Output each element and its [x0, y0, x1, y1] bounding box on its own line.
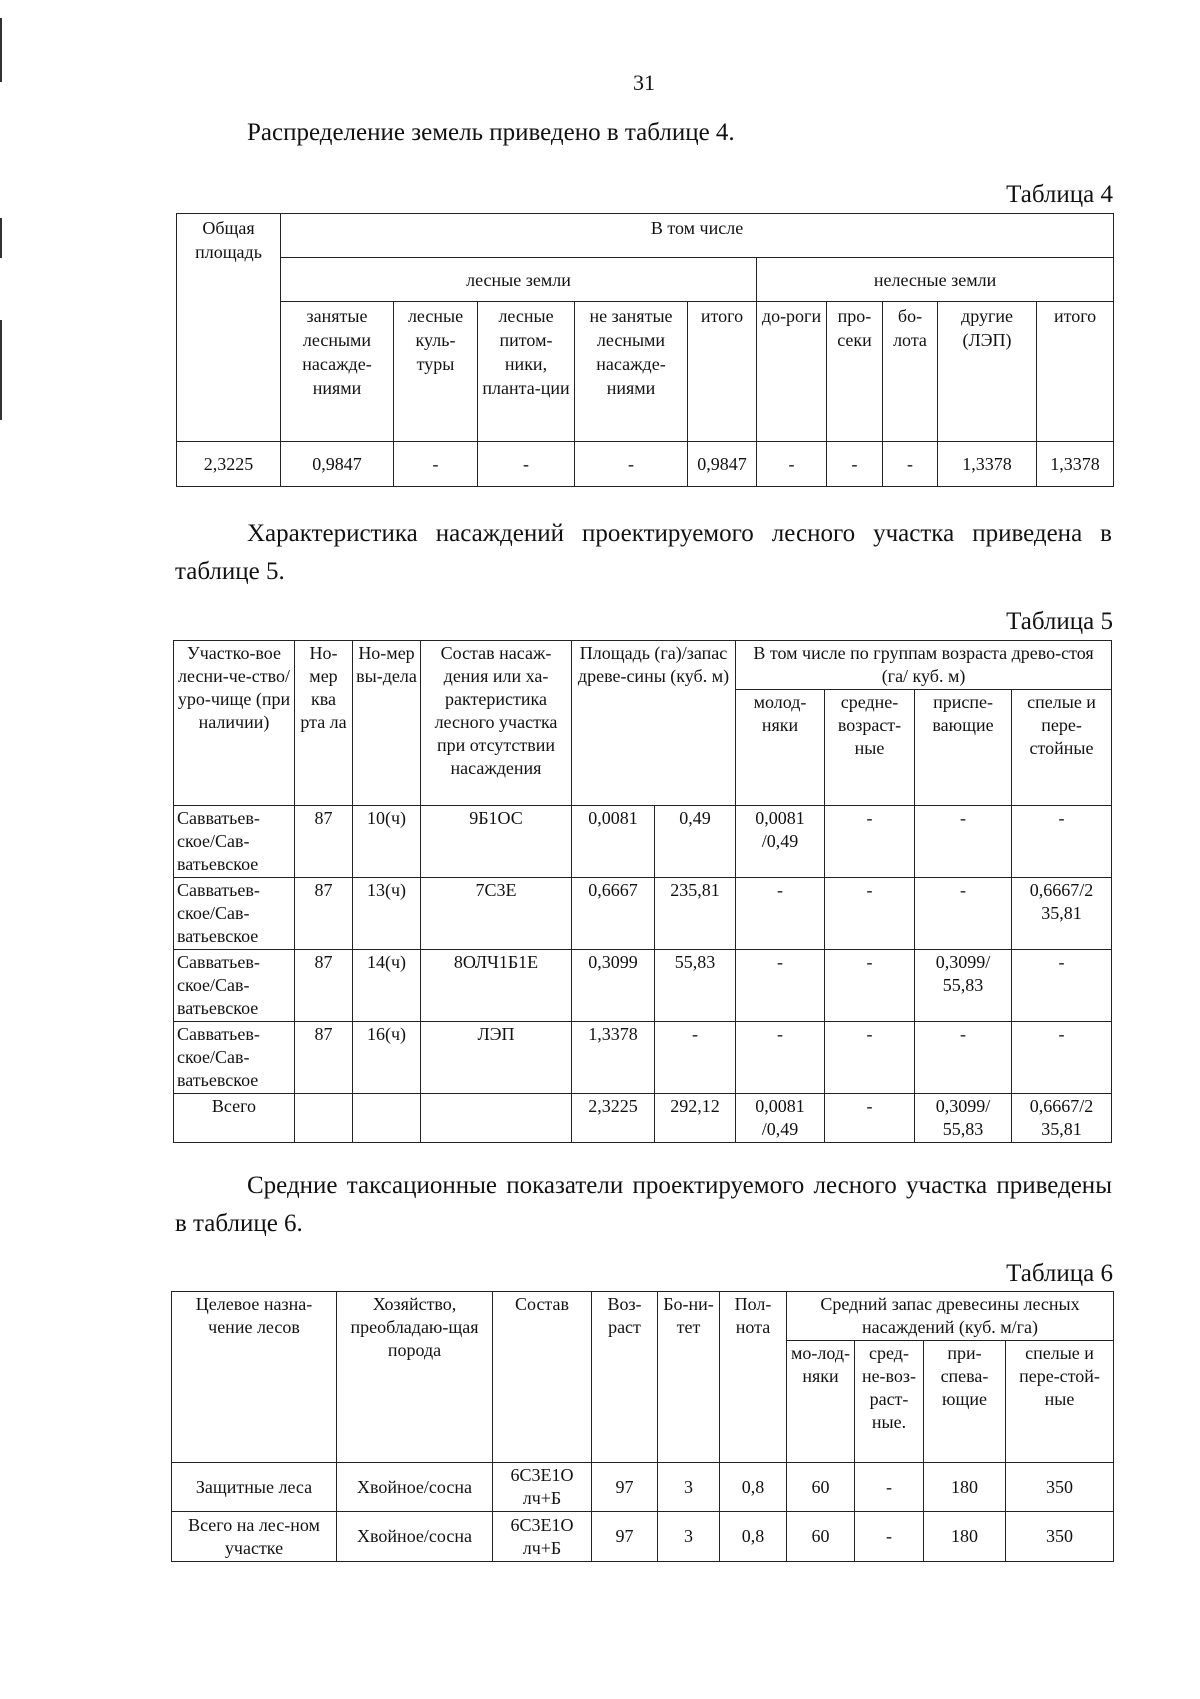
- t5-header-ripening: приспе-вающие: [915, 690, 1012, 806]
- t6-cell-economy: Хвойное/сосна: [337, 1512, 493, 1562]
- t5-cell-forestry: Савватьев-ское/Сав-ватьевское: [174, 950, 295, 1022]
- t6-cell-purpose: Всего на лес-ном участке: [172, 1512, 337, 1562]
- t5-header-quarter: Но-мер ква рта ла: [295, 641, 353, 806]
- t5-cell-area: 0,3099: [572, 950, 655, 1022]
- scan-edge-mark: [0, 218, 2, 258]
- t6-header-density: Пол-нота: [720, 1292, 787, 1463]
- t6-cell-mature: 350: [1006, 1512, 1114, 1562]
- t5-cell-forestry: Савватьев-ское/Сав-ватьевское: [174, 878, 295, 950]
- t4-cell: -: [757, 442, 827, 487]
- t5-total-middle: -: [825, 1094, 915, 1143]
- t5-cell-composition: 7С3Е: [421, 878, 572, 950]
- t6-header-purpose: Целевое назна-чение лесов: [172, 1292, 337, 1463]
- t4-cell: -: [478, 442, 575, 487]
- t4-cell: -: [827, 442, 883, 487]
- table-row: [174, 806, 1112, 878]
- t6-header-young: мо-лод-няки: [787, 1341, 855, 1463]
- t6-cell-economy: Хвойное/сосна: [337, 1463, 493, 1512]
- t5-header-area-stock: Площадь (га)/запас древе-сины (куб. м): [572, 641, 736, 806]
- intro-table-6: Средние таксационные показатели проектируемого лесного участка приведены в таблице 6.: [175, 1172, 1112, 1237]
- t6-cell-purpose: Защитные леса: [172, 1463, 337, 1512]
- t5-cell-empty: [295, 1094, 353, 1143]
- t5-cell-stock: -: [655, 1022, 736, 1094]
- t5-total-stock: 292,12: [655, 1094, 736, 1143]
- t4-cell: 1,3378: [1037, 442, 1114, 487]
- t5-cell-young: -: [736, 878, 825, 950]
- table-6: [171, 1291, 1114, 1562]
- t5-cell-ripening: 0,3099/ 55,83: [915, 950, 1012, 1022]
- t5-cell-plot: 14(ч): [353, 950, 421, 1022]
- t6-cell-middle: -: [855, 1463, 924, 1512]
- scan-edge-mark: [0, 320, 2, 420]
- t6-cell-bonitet: 3: [658, 1512, 720, 1562]
- t6-cell-bonitet: 3: [658, 1463, 720, 1512]
- t5-cell-composition: 8ОЛЧ1Б1Е: [421, 950, 572, 1022]
- t5-cell-young: -: [736, 950, 825, 1022]
- t4-cell: -: [883, 442, 938, 487]
- t5-cell-mature: -: [1012, 806, 1112, 878]
- t4-col-swamps: бо-лота: [883, 302, 938, 442]
- t5-cell-middle: -: [825, 1022, 915, 1094]
- t4-header-including: В том числе: [281, 214, 1114, 258]
- t4-col-forest-total: итого: [688, 302, 757, 442]
- t5-total-young: 0,0081 /0,49: [736, 1094, 825, 1143]
- t5-cell-plot: 13(ч): [353, 878, 421, 950]
- t5-cell-composition: ЛЭП: [421, 1022, 572, 1094]
- t5-cell-quarter: 87: [295, 806, 353, 878]
- t6-header-economy: Хозяйство, преобладаю-щая порода: [337, 1292, 493, 1463]
- t5-cell-empty: [421, 1094, 572, 1143]
- t4-col-clearings: про-секи: [827, 302, 883, 442]
- t5-cell-plot: 10(ч): [353, 806, 421, 878]
- t5-cell-mature: -: [1012, 950, 1112, 1022]
- t5-cell-empty: [353, 1094, 421, 1143]
- t6-header-age: Воз-раст: [592, 1292, 658, 1463]
- caption-table-4: Таблица 4: [1006, 181, 1113, 208]
- t5-cell-quarter: 87: [295, 878, 353, 950]
- t6-header-mature: спелые и пере-стой-ные: [1006, 1341, 1114, 1463]
- t5-cell-forestry: Савватьев-ское/Сав-ватьевское: [174, 806, 295, 878]
- t5-cell-mature: 0,6667/2 35,81: [1012, 878, 1112, 950]
- t5-total-label: Всего: [174, 1094, 295, 1143]
- intro-table-5: Характеристика насаждений проектируемого лесного участка приведена в таблице 5.: [175, 520, 1112, 585]
- table-row: [174, 950, 1112, 1022]
- t5-total-mature: 0,6667/2 35,81: [1012, 1094, 1112, 1143]
- t5-header-age-groups: В том числе по группам возраста древо-стоя (га/ куб. м): [736, 641, 1112, 690]
- t4-col-nonforest-total: итого: [1037, 302, 1114, 442]
- t5-cell-middle: -: [825, 950, 915, 1022]
- t5-cell-middle: -: [825, 806, 915, 878]
- t6-cell-young: 60: [787, 1512, 855, 1562]
- table-row: [174, 878, 1112, 950]
- t5-cell-quarter: 87: [295, 1022, 353, 1094]
- t5-cell-young: -: [736, 1022, 825, 1094]
- t6-header-middle-aged: сред-не-воз-раст-ные.: [855, 1341, 924, 1463]
- page-number: 31: [633, 70, 655, 95]
- t6-cell-middle: -: [855, 1512, 924, 1562]
- t4-col-occupied: занятые лесными насажде-ниями: [281, 302, 394, 442]
- t6-cell-density: 0,8: [720, 1463, 787, 1512]
- t4-header-nonforest-lands: нелесные земли: [757, 258, 1114, 302]
- t5-cell-plot: 16(ч): [353, 1022, 421, 1094]
- t5-header-composition: Состав насаж-дения или ха-рактеристика лесного участка при отсутствии насаждения: [421, 641, 572, 806]
- t6-cell-composition: 6С3Е1О лч+Б: [493, 1463, 592, 1512]
- caption-table-6: Таблица 6: [1006, 1260, 1113, 1287]
- t4-cell: 2,3225: [177, 442, 281, 487]
- t5-header-mature: спелые и пере-стойные: [1012, 690, 1112, 806]
- t5-total-ripening: 0,3099/ 55,83: [915, 1094, 1012, 1143]
- t6-header-bonitet: Бо-ни-тет: [658, 1292, 720, 1463]
- table-row-total: [174, 1094, 1112, 1143]
- table-row: [174, 1022, 1112, 1094]
- t4-cell: -: [575, 442, 688, 487]
- t6-cell-composition: 6С3Е1О лч+Б: [493, 1512, 592, 1562]
- t4-header-total-area: Общая площадь: [177, 214, 281, 442]
- t6-cell-mature: 350: [1006, 1463, 1114, 1512]
- t5-cell-area: 0,6667: [572, 878, 655, 950]
- intro-table-4: Распределение земель приведено в таблице 4.: [247, 119, 735, 146]
- t4-cell: 0,9847: [281, 442, 394, 487]
- table-row: [177, 442, 1114, 487]
- table-5: [173, 640, 1112, 1143]
- t6-cell-ripening: 180: [924, 1463, 1006, 1512]
- t6-header-composition: Состав: [493, 1292, 592, 1463]
- t4-cell: -: [394, 442, 478, 487]
- t5-cell-mature: -: [1012, 1022, 1112, 1094]
- t5-cell-middle: -: [825, 878, 915, 950]
- t6-cell-young: 60: [787, 1463, 855, 1512]
- t5-cell-ripening: -: [915, 806, 1012, 878]
- t6-header-ripening: при-спева-ющие: [924, 1341, 1006, 1463]
- t6-cell-age: 97: [592, 1512, 658, 1562]
- t6-cell-age: 97: [592, 1463, 658, 1512]
- t6-cell-ripening: 180: [924, 1512, 1006, 1562]
- t4-cell: 1,3378: [938, 442, 1037, 487]
- t5-header-middle-aged: средне-возраст-ные: [825, 690, 915, 806]
- table-4: [176, 213, 1114, 487]
- t5-total-area: 2,3225: [572, 1094, 655, 1143]
- t5-cell-area: 0,0081: [572, 806, 655, 878]
- t5-cell-forestry: Савватьев-ское/Сав-ватьевское: [174, 1022, 295, 1094]
- t4-cell: 0,9847: [688, 442, 757, 487]
- t5-cell-stock: 0,49: [655, 806, 736, 878]
- table-row: [172, 1512, 1114, 1562]
- t5-cell-ripening: -: [915, 878, 1012, 950]
- t4-col-cultures: лесные куль-туры: [394, 302, 478, 442]
- t4-header-forest-lands: лесные земли: [281, 258, 757, 302]
- t4-col-not-occupied: не занятые лесными насажде-ниями: [575, 302, 688, 442]
- t5-cell-stock: 55,83: [655, 950, 736, 1022]
- t4-col-roads: до-роги: [757, 302, 827, 442]
- t5-cell-area: 1,3378: [572, 1022, 655, 1094]
- t5-header-forestry: Участко-вое лесни-че-ство/уро-чище (при наличии): [174, 641, 295, 806]
- t5-cell-stock: 235,81: [655, 878, 736, 950]
- t4-col-nurseries: лесные питом-ники, планта-ции: [478, 302, 575, 442]
- t5-header-young: молод-няки: [736, 690, 825, 806]
- t5-cell-composition: 9Б1ОС: [421, 806, 572, 878]
- t5-cell-ripening: -: [915, 1022, 1012, 1094]
- caption-table-5: Таблица 5: [1006, 608, 1113, 635]
- t5-header-plot: Но-мер вы-дела: [353, 641, 421, 806]
- t6-cell-density: 0,8: [720, 1512, 787, 1562]
- table-row: [172, 1463, 1114, 1512]
- t4-col-other: другие (ЛЭП): [938, 302, 1037, 442]
- t5-cell-young: 0,0081 /0,49: [736, 806, 825, 878]
- t5-cell-quarter: 87: [295, 950, 353, 1022]
- t6-header-avg-stock: Средний запас древесины лесных насаждений (куб. м/га): [787, 1292, 1114, 1341]
